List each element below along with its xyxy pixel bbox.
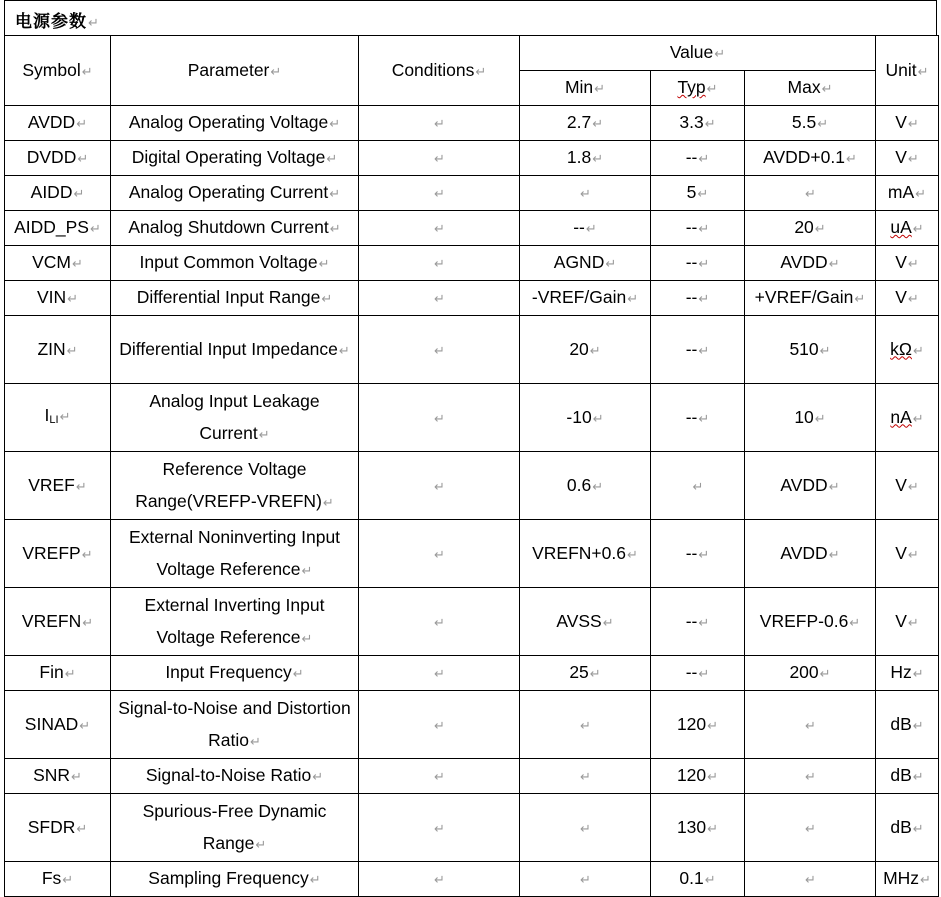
paragraph-mark-icon: ↵ bbox=[434, 221, 445, 236]
cell-unit: V↵ bbox=[876, 141, 939, 176]
cell-conditions bbox=[359, 176, 520, 211]
cell-min bbox=[520, 794, 651, 862]
cell-min: -10↵ bbox=[520, 384, 651, 452]
paragraph-mark-icon: ↵ bbox=[59, 408, 71, 424]
cell-min: 25↵ bbox=[520, 656, 651, 691]
paragraph-mark-icon: ↵ bbox=[698, 151, 710, 166]
cell-symbol: SNR↵ bbox=[5, 759, 111, 794]
cell-min: 20↵ bbox=[520, 316, 651, 384]
paragraph-mark-icon: ↵ bbox=[329, 116, 341, 131]
cell-conditions bbox=[359, 794, 520, 862]
cell-parameter: Sampling Frequency↵ bbox=[111, 862, 359, 897]
paragraph-mark-icon: ↵ bbox=[698, 256, 710, 271]
paragraph-mark-icon: ↵ bbox=[329, 221, 341, 236]
paragraph-mark-icon: ↵ bbox=[805, 820, 816, 836]
table-row bbox=[5, 281, 939, 316]
paragraph-mark-icon: ↵ bbox=[912, 410, 924, 426]
cell-max: AVDD+0.1↵ bbox=[745, 141, 876, 176]
table-row bbox=[5, 794, 939, 862]
paragraph-mark-icon: ↵ bbox=[605, 256, 617, 271]
paragraph-mark-icon: ↵ bbox=[434, 342, 445, 358]
cell-symbol: AVDD↵ bbox=[5, 106, 111, 141]
paragraph-mark-icon: ↵ bbox=[698, 291, 710, 306]
cell-unit: mA↵ bbox=[876, 176, 939, 211]
paragraph-mark-icon: ↵ bbox=[434, 717, 445, 733]
paragraph-mark-icon: ↵ bbox=[75, 478, 87, 494]
cell-conditions bbox=[359, 106, 520, 141]
cell-conditions bbox=[359, 246, 520, 281]
paragraph-mark-icon: ↵ bbox=[434, 614, 445, 630]
paragraph-mark-icon: ↵ bbox=[915, 186, 927, 201]
paragraph-mark-icon: ↵ bbox=[329, 186, 341, 201]
cell-typ: 5↵ bbox=[651, 176, 745, 211]
table-row bbox=[5, 656, 939, 691]
cell-symbol: SFDR↵ bbox=[5, 794, 111, 862]
cell-typ: 3.3↵ bbox=[651, 106, 745, 141]
paragraph-mark-icon: ↵ bbox=[707, 717, 719, 733]
paragraph-mark-icon: ↵ bbox=[434, 151, 445, 166]
paragraph-mark-icon: ↵ bbox=[698, 666, 710, 681]
paragraph-mark-icon: ↵ bbox=[77, 151, 89, 166]
paragraph-mark-icon: ↵ bbox=[805, 717, 816, 733]
header-max: Max↵ bbox=[745, 71, 876, 106]
header-parameter: Parameter↵ bbox=[111, 36, 359, 106]
paragraph-mark-icon: ↵ bbox=[626, 546, 638, 562]
cell-conditions bbox=[359, 656, 520, 691]
table-title: 电源参数↵ bbox=[15, 12, 100, 32]
paragraph-mark-icon: ↵ bbox=[88, 16, 100, 31]
cell-max: 20↵ bbox=[745, 211, 876, 246]
cell-typ: --↵ bbox=[651, 384, 745, 452]
cell-parameter: Analog Operating Voltage↵ bbox=[111, 106, 359, 141]
cell-typ bbox=[651, 452, 745, 520]
paragraph-mark-icon: ↵ bbox=[698, 546, 710, 562]
paragraph-mark-icon: ↵ bbox=[912, 221, 924, 236]
cell-max: AVDD↵ bbox=[745, 452, 876, 520]
cell-min: AGND↵ bbox=[520, 246, 651, 281]
table-row bbox=[5, 862, 939, 897]
paragraph-mark-icon: ↵ bbox=[627, 291, 639, 306]
table-row bbox=[5, 384, 939, 452]
paragraph-mark-icon: ↵ bbox=[434, 256, 445, 271]
paragraph-mark-icon: ↵ bbox=[589, 666, 601, 681]
cell-typ: --↵ bbox=[651, 588, 745, 656]
cell-symbol: ILI↵ bbox=[5, 384, 111, 452]
cell-typ: 120↵ bbox=[651, 759, 745, 794]
cell-parameter: Spurious-Free Dynamic Range↵ bbox=[111, 794, 359, 862]
cell-max: 510↵ bbox=[745, 316, 876, 384]
cell-typ: --↵ bbox=[651, 211, 745, 246]
cell-conditions bbox=[359, 588, 520, 656]
paragraph-mark-icon: ↵ bbox=[907, 116, 919, 131]
paragraph-mark-icon: ↵ bbox=[73, 186, 85, 201]
cell-unit: V↵ bbox=[876, 452, 939, 520]
cell-parameter: Differential Input Range↵ bbox=[111, 281, 359, 316]
paragraph-mark-icon: ↵ bbox=[814, 410, 826, 426]
cell-min: 2.7↵ bbox=[520, 106, 651, 141]
cell-min: 1.8↵ bbox=[520, 141, 651, 176]
cell-parameter: External Inverting Input Voltage Reference↵ bbox=[111, 588, 359, 656]
paragraph-mark-icon: ↵ bbox=[434, 116, 445, 131]
paragraph-mark-icon: ↵ bbox=[828, 256, 840, 271]
power-parameters-table bbox=[4, 35, 939, 897]
paragraph-mark-icon: ↵ bbox=[62, 872, 74, 887]
paragraph-mark-icon: ↵ bbox=[255, 836, 267, 852]
cell-unit: V↵ bbox=[876, 106, 939, 141]
paragraph-mark-icon: ↵ bbox=[301, 562, 313, 578]
table-row bbox=[5, 316, 939, 384]
paragraph-mark-icon: ↵ bbox=[338, 342, 350, 358]
cell-max bbox=[745, 691, 876, 759]
paragraph-mark-icon: ↵ bbox=[434, 478, 445, 494]
paragraph-mark-icon: ↵ bbox=[580, 872, 591, 887]
cell-typ: --↵ bbox=[651, 656, 745, 691]
paragraph-mark-icon: ↵ bbox=[82, 614, 94, 630]
paragraph-mark-icon: ↵ bbox=[920, 872, 931, 887]
cell-min: AVSS↵ bbox=[520, 588, 651, 656]
cell-typ: 120↵ bbox=[651, 691, 745, 759]
cell-unit: V↵ bbox=[876, 281, 939, 316]
cell-symbol: AIDD_PS↵ bbox=[5, 211, 111, 246]
paragraph-mark-icon: ↵ bbox=[817, 116, 829, 131]
paragraph-mark-icon: ↵ bbox=[580, 820, 591, 836]
cell-unit: dB↵ bbox=[876, 794, 939, 862]
cell-min bbox=[520, 862, 651, 897]
cell-max: 10↵ bbox=[745, 384, 876, 452]
cell-symbol: Fs↵ bbox=[5, 862, 111, 897]
paragraph-mark-icon: ↵ bbox=[292, 666, 304, 681]
cell-unit: V↵ bbox=[876, 520, 939, 588]
table-body bbox=[5, 106, 939, 897]
cell-typ: --↵ bbox=[651, 246, 745, 281]
cell-conditions bbox=[359, 141, 520, 176]
cell-conditions bbox=[359, 211, 520, 246]
paragraph-mark-icon: ↵ bbox=[692, 478, 704, 494]
cell-min bbox=[520, 176, 651, 211]
cell-unit: V↵ bbox=[876, 588, 939, 656]
cell-max: AVDD↵ bbox=[745, 520, 876, 588]
paragraph-mark-icon: ↵ bbox=[434, 410, 445, 426]
cell-min: -VREF/Gain↵ bbox=[520, 281, 651, 316]
paragraph-mark-icon: ↵ bbox=[580, 717, 591, 733]
cell-unit: dB↵ bbox=[876, 691, 939, 759]
cell-parameter: Signal-to-Noise and Distortion Ratio↵ bbox=[111, 691, 359, 759]
cell-symbol: VREFN↵ bbox=[5, 588, 111, 656]
paragraph-mark-icon: ↵ bbox=[704, 116, 716, 131]
cell-typ: --↵ bbox=[651, 141, 745, 176]
cell-symbol: AIDD↵ bbox=[5, 176, 111, 211]
cell-unit: dB↵ bbox=[876, 759, 939, 794]
cell-typ: 130↵ bbox=[651, 794, 745, 862]
paragraph-mark-icon: ↵ bbox=[845, 151, 857, 166]
paragraph-mark-icon: ↵ bbox=[580, 769, 591, 784]
cell-typ: 0.1↵ bbox=[651, 862, 745, 897]
paragraph-mark-icon: ↵ bbox=[805, 872, 816, 887]
paragraph-mark-icon: ↵ bbox=[707, 769, 719, 784]
paragraph-mark-icon: ↵ bbox=[819, 342, 831, 358]
paragraph-mark-icon: ↵ bbox=[698, 221, 710, 236]
paragraph-mark-icon: ↵ bbox=[309, 872, 321, 887]
paragraph-mark-icon: ↵ bbox=[912, 769, 924, 784]
paragraph-mark-icon: ↵ bbox=[66, 342, 78, 358]
paragraph-mark-icon: ↵ bbox=[326, 151, 338, 166]
table-row bbox=[5, 588, 939, 656]
cell-unit: MHz↵ bbox=[876, 862, 939, 897]
cell-min: --↵ bbox=[520, 211, 651, 246]
paragraph-mark-icon: ↵ bbox=[704, 872, 716, 887]
paragraph-mark-icon: ↵ bbox=[912, 342, 924, 358]
cell-conditions bbox=[359, 520, 520, 588]
table-row bbox=[5, 759, 939, 794]
paragraph-mark-icon: ↵ bbox=[592, 478, 604, 494]
table-header bbox=[5, 36, 939, 106]
cell-typ: --↵ bbox=[651, 520, 745, 588]
cell-parameter: Reference Voltage Range(VREFP-VREFN)↵ bbox=[111, 452, 359, 520]
paragraph-mark-icon: ↵ bbox=[301, 630, 313, 646]
cell-typ: --↵ bbox=[651, 281, 745, 316]
paragraph-mark-icon: ↵ bbox=[434, 186, 445, 201]
paragraph-mark-icon: ↵ bbox=[602, 614, 614, 630]
cell-min: VREFN+0.6↵ bbox=[520, 520, 651, 588]
cell-parameter: Input Frequency↵ bbox=[111, 656, 359, 691]
cell-symbol: Fin↵ bbox=[5, 656, 111, 691]
paragraph-mark-icon: ↵ bbox=[434, 872, 445, 887]
table-row bbox=[5, 106, 939, 141]
cell-parameter: Input Common Voltage↵ bbox=[111, 246, 359, 281]
paragraph-mark-icon: ↵ bbox=[592, 151, 604, 166]
cell-min bbox=[520, 759, 651, 794]
paragraph-mark-icon: ↵ bbox=[589, 342, 601, 358]
cell-parameter: External Noninverting Input Voltage Reference↵ bbox=[111, 520, 359, 588]
cell-symbol: SINAD↵ bbox=[5, 691, 111, 759]
paragraph-mark-icon: ↵ bbox=[318, 256, 330, 271]
cell-max: 200↵ bbox=[745, 656, 876, 691]
cell-max: 5.5↵ bbox=[745, 106, 876, 141]
cell-max bbox=[745, 794, 876, 862]
cell-symbol: VCM↵ bbox=[5, 246, 111, 281]
header-conditions: Conditions↵ bbox=[359, 36, 520, 106]
paragraph-mark-icon: ↵ bbox=[805, 769, 816, 784]
cell-max bbox=[745, 759, 876, 794]
cell-symbol: VREFP↵ bbox=[5, 520, 111, 588]
paragraph-mark-icon: ↵ bbox=[76, 820, 88, 836]
paragraph-mark-icon: ↵ bbox=[79, 717, 91, 733]
paragraph-mark-icon: ↵ bbox=[698, 410, 710, 426]
cell-min bbox=[520, 691, 651, 759]
paragraph-mark-icon: ↵ bbox=[814, 221, 826, 236]
paragraph-mark-icon: ↵ bbox=[434, 546, 445, 562]
table-row bbox=[5, 141, 939, 176]
cell-unit: uA↵ bbox=[876, 211, 939, 246]
cell-unit: V↵ bbox=[876, 246, 939, 281]
paragraph-mark-icon: ↵ bbox=[819, 666, 831, 681]
cell-symbol: VREF↵ bbox=[5, 452, 111, 520]
header-symbol: Symbol↵ bbox=[5, 36, 111, 106]
paragraph-mark-icon: ↵ bbox=[849, 614, 861, 630]
paragraph-mark-icon: ↵ bbox=[64, 666, 76, 681]
paragraph-mark-icon: ↵ bbox=[76, 116, 88, 131]
paragraph-mark-icon: ↵ bbox=[89, 221, 101, 236]
paragraph-mark-icon: ↵ bbox=[698, 342, 710, 358]
paragraph-mark-icon: ↵ bbox=[434, 820, 445, 836]
cell-parameter: Analog Shutdown Current↵ bbox=[111, 211, 359, 246]
cell-symbol: DVDD↵ bbox=[5, 141, 111, 176]
table-row bbox=[5, 246, 939, 281]
paragraph-mark-icon: ↵ bbox=[805, 186, 816, 201]
paragraph-mark-icon: ↵ bbox=[434, 291, 445, 306]
paragraph-mark-icon: ↵ bbox=[907, 256, 919, 271]
header-typ: Typ↵ bbox=[651, 71, 745, 106]
table-row bbox=[5, 691, 939, 759]
paragraph-mark-icon: ↵ bbox=[828, 478, 840, 494]
paragraph-mark-icon: ↵ bbox=[697, 186, 709, 201]
paragraph-mark-icon: ↵ bbox=[71, 769, 82, 784]
cell-min: 0.6↵ bbox=[520, 452, 651, 520]
cell-max: AVDD↵ bbox=[745, 246, 876, 281]
paragraph-mark-icon: ↵ bbox=[81, 546, 93, 562]
cell-parameter: Analog Operating Current↵ bbox=[111, 176, 359, 211]
paragraph-mark-icon: ↵ bbox=[258, 426, 270, 442]
paragraph-mark-icon: ↵ bbox=[71, 256, 83, 271]
paragraph-mark-icon: ↵ bbox=[912, 717, 924, 733]
cell-symbol: ZIN↵ bbox=[5, 316, 111, 384]
cell-unit: kΩ↵ bbox=[876, 316, 939, 384]
paragraph-mark-icon: ↵ bbox=[434, 666, 445, 681]
cell-max: +VREF/Gain↵ bbox=[745, 281, 876, 316]
paragraph-mark-icon: ↵ bbox=[907, 151, 919, 166]
cell-conditions bbox=[359, 281, 520, 316]
paragraph-mark-icon: ↵ bbox=[907, 614, 919, 630]
table-title-bar bbox=[4, 0, 937, 35]
paragraph-mark-icon: ↵ bbox=[322, 494, 334, 510]
header-min: Min↵ bbox=[520, 71, 651, 106]
cell-parameter: Digital Operating Voltage↵ bbox=[111, 141, 359, 176]
paragraph-mark-icon: ↵ bbox=[912, 820, 924, 836]
paragraph-mark-icon: ↵ bbox=[707, 820, 719, 836]
cell-conditions bbox=[359, 384, 520, 452]
paragraph-mark-icon: ↵ bbox=[907, 478, 919, 494]
table-row bbox=[5, 520, 939, 588]
cell-conditions bbox=[359, 691, 520, 759]
paragraph-mark-icon: ↵ bbox=[585, 221, 597, 236]
cell-unit: Hz↵ bbox=[876, 656, 939, 691]
table-row bbox=[5, 211, 939, 246]
paragraph-mark-icon: ↵ bbox=[592, 116, 604, 131]
paragraph-mark-icon: ↵ bbox=[854, 291, 866, 306]
header-unit: Unit↵ bbox=[876, 36, 939, 106]
cell-typ: --↵ bbox=[651, 316, 745, 384]
paragraph-mark-icon: ↵ bbox=[907, 546, 919, 562]
cell-conditions bbox=[359, 452, 520, 520]
paragraph-mark-icon: ↵ bbox=[249, 733, 261, 749]
cell-conditions bbox=[359, 862, 520, 897]
paragraph-mark-icon: ↵ bbox=[592, 410, 604, 426]
cell-parameter: Analog Input Leakage Current↵ bbox=[111, 384, 359, 452]
cell-max bbox=[745, 862, 876, 897]
paragraph-mark-icon: ↵ bbox=[580, 186, 591, 201]
paragraph-mark-icon: ↵ bbox=[312, 769, 324, 784]
paragraph-mark-icon: ↵ bbox=[321, 291, 333, 306]
cell-symbol: VIN↵ bbox=[5, 281, 111, 316]
cell-parameter: Differential Input Impedance↵ bbox=[111, 316, 359, 384]
paragraph-mark-icon: ↵ bbox=[828, 546, 840, 562]
paragraph-mark-icon: ↵ bbox=[698, 614, 710, 630]
paragraph-mark-icon: ↵ bbox=[67, 291, 79, 306]
table-row bbox=[5, 452, 939, 520]
cell-max: VREFP-0.6↵ bbox=[745, 588, 876, 656]
paragraph-mark-icon: ↵ bbox=[907, 291, 919, 306]
cell-parameter: Signal-to-Noise Ratio↵ bbox=[111, 759, 359, 794]
paragraph-mark-icon: ↵ bbox=[912, 666, 924, 681]
cell-conditions bbox=[359, 759, 520, 794]
cell-conditions bbox=[359, 316, 520, 384]
paragraph-mark-icon: ↵ bbox=[434, 769, 445, 784]
table-row bbox=[5, 176, 939, 211]
cell-max bbox=[745, 176, 876, 211]
cell-unit: nA↵ bbox=[876, 384, 939, 452]
header-value: Value↵ bbox=[520, 36, 876, 71]
